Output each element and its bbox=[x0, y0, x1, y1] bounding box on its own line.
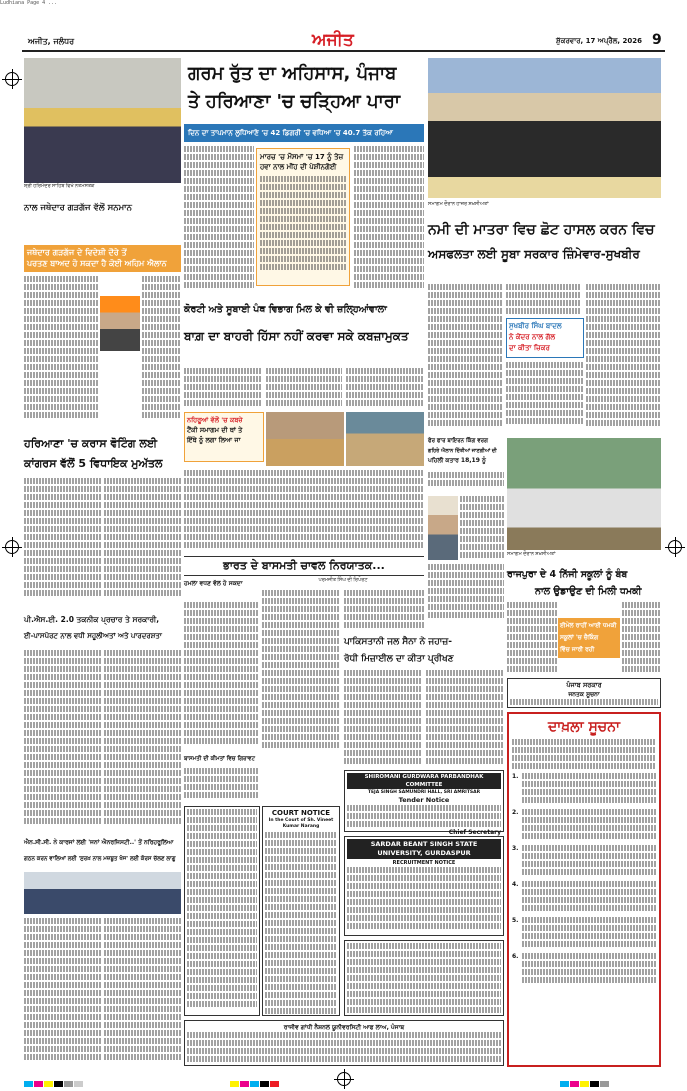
punjab-notice-sub: ਜਨਤਕ ਸੂਚਨਾ bbox=[568, 691, 600, 698]
rajpura-box-1: ਈਮੇਲ ਰਾਹੀਂ ਆਈ ਧਮਕੀ bbox=[560, 622, 617, 629]
left-lower-text-1 bbox=[24, 650, 101, 830]
right-top-headline-2: ਅਸਫਲਤਾ ਲਈ ਸੂਬਾ ਸਰਕਾਰ ਜ਼ਿੰਮੇਵਾਰ-ਸੁਖਬੀਰ bbox=[428, 247, 640, 261]
right-top-text-2a bbox=[506, 284, 580, 314]
registration-mark-left-mid bbox=[5, 540, 19, 554]
university-text bbox=[347, 867, 501, 929]
admission-item-number: 2. bbox=[512, 809, 519, 817]
rajpura-headline-1: ਰਾਜਪੁਰਾ ਦੇ 4 ਨਿੱਜੀ ਸਕੂਲਾਂ ਨੂੰ ਬੰਬ bbox=[507, 569, 628, 580]
left-lower-headline-4: ਗਠਨ ਕਰਨ ਵਾਲਿਆਂ ਲਈ 'ਸੁਰਖ਼ ਨਾਲ ਮਜ਼ਬੂਤ ਖੋਜ' ਲਈ ਕੋਰਸ ਚੱਲਣ ਲਾਗੂ bbox=[24, 856, 176, 862]
basmati-text-3 bbox=[344, 590, 424, 630]
right-top-text-1 bbox=[428, 284, 502, 434]
lead-text-col-3 bbox=[354, 146, 424, 294]
left-column-text-1 bbox=[24, 276, 98, 421]
header-date: ਸ਼ੁੱਕਰਵਾਰ, 17 ਅਪ੍ਰੈਲ, 2026 bbox=[556, 37, 642, 45]
basmati-text-1 bbox=[184, 602, 258, 752]
right-mid-photo-caption: ਸਮਾਗਮ ਦੌਰਾਨ ਸ਼ਖ਼ਸੀਅਤਾਂ bbox=[507, 552, 556, 557]
court-notice-text bbox=[265, 832, 337, 1014]
center-headline-1: ਕੋਰਟੀ ਅਤੇ ਸੂਬਾਈ ਪੰਥ ਵਿਭਾਗ ਮਿਲ ਕੇ ਵੀ ਜ਼ਲ੍ਹਿਆਂਵਾਲਾ bbox=[184, 304, 387, 315]
bottom-ad-text bbox=[187, 1032, 501, 1062]
admission-item-text bbox=[522, 881, 656, 913]
center-inset-1: ਨਹਿਰੂਆਂ ਵੱਲੋਂ 'ਚ ਕਬਜ਼ੇ bbox=[187, 416, 243, 424]
pull-box-line2: ਨੇ ਕੇਂਦਰ ਨਾਲ ਗੱਲ bbox=[509, 333, 556, 341]
page-header bbox=[22, 30, 665, 52]
admission-item-text bbox=[522, 845, 656, 877]
right-top-caption: ਸਮਾਗਮ ਦੌਰਾਨ ਹਾਜ਼ਰ ਸ਼ਖ਼ਸੀਅਤਾਂ bbox=[428, 202, 489, 207]
right-mid-kicker-3: ਪਹਿਲੀ ਕਤਾਰ 18,19 ਨੂੰ bbox=[428, 457, 486, 464]
pakistan-headline-2: ਰੋਧੀ ਮਿਜ਼ਾਈਲ ਦਾ ਕੀਤਾ ਪ੍ਰੀਖਣ bbox=[344, 654, 454, 664]
left-mid-headline-1: ਹਰਿਆਣਾ 'ਚ ਕਰਾਸ ਵੋਟਿੰਗ ਲਈ bbox=[24, 437, 158, 450]
court-notice-title: COURT NOTICE bbox=[271, 809, 331, 817]
left-lower-headline-b bbox=[24, 834, 181, 870]
color-bar-center bbox=[230, 1072, 330, 1080]
sgpc-sub: TEJA SINGH SAMUNDRI HALL, SRI AMRITSAR bbox=[367, 790, 481, 795]
center-inset-3: ਇੱਥੇ ਨੂੰ ਲਗਾ ਲਿਆ ਜਾ bbox=[187, 436, 241, 444]
pakistan-text-2 bbox=[426, 670, 504, 766]
admission-notice bbox=[507, 712, 661, 1067]
right-top-photo bbox=[428, 58, 661, 198]
court-notice bbox=[262, 806, 340, 1016]
punjab-notice bbox=[507, 678, 661, 708]
pull-box-line3: ਦਾ ਕੀਤਾ ਜ਼ਿਕਰ bbox=[509, 344, 550, 352]
admission-item bbox=[512, 809, 656, 841]
rajpura-box-3: ਵਿੱਚ ਜਾਰੀ ਰਹੀ bbox=[560, 646, 595, 653]
color-bar-right bbox=[560, 1072, 660, 1080]
lead-text-col-1 bbox=[184, 146, 254, 294]
left-kicker-box bbox=[24, 245, 181, 272]
right-mid-kicker bbox=[428, 436, 504, 468]
basmati-text-2 bbox=[262, 590, 340, 752]
court-notice-sub: In the Court of Sh. Vineet Kumar Narang bbox=[268, 818, 334, 829]
university-notice: RECRUITMENT NOTICE bbox=[392, 860, 456, 866]
rajpura-box-2: ਸਕੂਲਾਂ 'ਚ ਚੈਕਿੰਗ bbox=[560, 634, 599, 641]
left-mid-text-2 bbox=[104, 478, 181, 598]
pull-box-line1: ਸੁਖਬੀਰ ਸਿੰਘ ਬਾਦਲ bbox=[509, 322, 562, 330]
district-notice bbox=[344, 940, 504, 1016]
sgpc-tender bbox=[344, 770, 504, 836]
left-mid-headline-2: ਕਾਂਗਰਸ ਵੱਲੋਂ 5 ਵਿਧਾਇਕ ਮੁਅੱਤਲ bbox=[24, 457, 163, 470]
admission-item-text bbox=[522, 953, 656, 985]
basmati-headline bbox=[184, 556, 424, 576]
print-slug: Ludhiana Page 4 ... bbox=[0, 0, 58, 6]
admission-item-number: 4. bbox=[512, 880, 519, 888]
admission-item-number: 1. bbox=[512, 773, 519, 781]
rajpura-headline bbox=[507, 566, 661, 600]
lead-sidebox bbox=[256, 148, 350, 286]
court-notice-small-text bbox=[187, 809, 257, 1007]
right-mid-portrait bbox=[428, 496, 458, 560]
registration-mark-left-top bbox=[5, 72, 19, 86]
rajpura-text-1 bbox=[507, 602, 557, 674]
center-photo-1 bbox=[266, 412, 344, 466]
admission-list bbox=[512, 773, 656, 985]
left-mid-headline bbox=[24, 434, 181, 476]
admission-item bbox=[512, 881, 656, 913]
admission-intro bbox=[512, 739, 656, 769]
left-lower-headline bbox=[24, 612, 181, 646]
right-mid-kicker-1: ਫੇਰ ਫਾਰ ਬਾਇਰਨ ਕਿੰਗ ਵਰਗ bbox=[428, 438, 488, 444]
university-title-2: UNIVERSITY, GURDASPUR bbox=[377, 849, 471, 857]
sgpc-sign: Chief Secretary bbox=[448, 828, 501, 836]
rajpura-text-2 bbox=[622, 602, 661, 674]
left-portrait bbox=[100, 296, 140, 351]
left-lower-headline-3: ਐਨ.ਸੀ.ਸੀ. ਨੇ ਕਾਰਜਾਂ ਲਈ 'ਜਨਾਂ ਐਨਰਜਿਸਟੀ..' ਤੋਂ ਨਰਿਹਰੂਲਿਆ bbox=[24, 839, 174, 846]
bottom-ad bbox=[184, 1020, 504, 1066]
center-inset bbox=[184, 412, 264, 462]
bottom-ad-title: ਰਾਜੀਵ ਗਾਂਧੀ ਨੈਸ਼ਨਲ ਯੂਨੀਵਰਸਿਟੀ ਆਫ ਲਾਅ, ਪੰਜਾਬ bbox=[283, 1024, 405, 1031]
university-title: SARDAR BEANT SINGH STATE bbox=[370, 840, 478, 848]
left-mid-text-1 bbox=[24, 478, 101, 598]
sgpc-text bbox=[347, 805, 501, 827]
center-text-3 bbox=[346, 368, 424, 410]
center-text-1 bbox=[184, 368, 262, 410]
rajpura-headline-2: ਨਾਲ ਉਡਾਉਣ ਦੀ ਮਿਲੀ ਧਮਕੀ bbox=[535, 586, 642, 597]
center-text-lower bbox=[184, 470, 424, 550]
admission-item-text bbox=[522, 917, 656, 949]
lead-deck bbox=[184, 124, 424, 142]
left-top-headline: ਨਾਲ ਜਥੇਦਾਰ ਗੜਗੱਜ ਵੱਲੋਂ ਸਨਮਾਨ bbox=[24, 203, 132, 213]
left-lower-headline-2: ਈ-ਪਾਸਪੋਰਟ ਨਾਲ ਵਧੀ ਸਹੂਲੀਅਤਾਂ ਅਤੇ ਪਾਰਦਰਸ਼ਤਾ bbox=[24, 632, 162, 640]
lead-headline-1: ਗਰਮ ਰੁੱਤ ਦਾ ਅਹਿਸਾਸ, ਪੰਜਾਬ bbox=[188, 63, 397, 84]
admission-item-number: 5. bbox=[512, 916, 519, 924]
admission-heading: ਦਾਖ਼ਲਾ ਸੂਚਨਾ bbox=[547, 719, 621, 735]
left-top-caption: ਸ਼੍ਰੀ ਹਰਿਮੰਦਰ ਸਾਹਿਬ ਵਿਖੇ ਨਤਮਸਤਕ bbox=[24, 184, 95, 189]
lead-sidebox-text bbox=[260, 176, 346, 270]
right-top-headline-1: ਨਮੀ ਦੀ ਮਾਤਰਾ ਵਿਚ ਛੋਟ ਹਾਸਲ ਕਰਨ ਵਿਚ bbox=[428, 222, 655, 238]
left-lower-text-2 bbox=[104, 650, 181, 830]
masthead: ਅਜੀਤ bbox=[312, 30, 354, 50]
registration-mark-right-mid bbox=[668, 540, 682, 554]
left-lower-photo bbox=[24, 872, 181, 914]
district-notice-text bbox=[347, 943, 501, 1013]
right-top-text-2b bbox=[506, 362, 584, 432]
left-column-text-2 bbox=[142, 276, 181, 421]
center-headline bbox=[184, 298, 424, 364]
rajpura-box bbox=[558, 618, 620, 658]
right-top-text-3 bbox=[586, 284, 661, 434]
court-notice-small bbox=[184, 806, 260, 1016]
right-mid-text-b bbox=[460, 496, 504, 560]
right-top-pull-box bbox=[506, 318, 584, 358]
admission-item-text bbox=[522, 773, 656, 805]
admission-item-text bbox=[522, 809, 656, 841]
left-top-photo bbox=[24, 58, 181, 183]
basmati-story2: ਬਾਸਮਤੀ ਦੀ ਕੀਮਤਾਂ ਵਿਚ ਗਿਰਾਵਟ bbox=[184, 756, 255, 762]
admission-item-number: 3. bbox=[512, 845, 519, 853]
basmati-story-label: ਹਮਲਾ ਵਧਣ ਵੱਲ ਹੋ ਸਕਦਾ bbox=[184, 580, 243, 587]
left-kicker-line1: ਜਥੇਦਾਰ ਗੜਗੱਜ ਦੇ ਵਿਦੇਸ਼ੀ ਦੌਰੇ ਤੋਂ bbox=[27, 248, 127, 257]
admission-item-number: 6. bbox=[512, 952, 519, 960]
pakistan-text-1 bbox=[344, 670, 422, 766]
color-bar-left bbox=[24, 1072, 144, 1080]
registration-mark-bottom bbox=[337, 1072, 351, 1086]
right-mid-kicker-2: ਗਹਿਰੇ ਐਲਾਨ ਦਿੱਤੀਆਂ ਜਾਣਗੀਆਂ ਦੀ bbox=[428, 448, 497, 454]
sgpc-title: SHIROMANI GURDWARA PARBANDHAK COMMITTEE bbox=[347, 773, 501, 789]
lead-sidebox-title: ਮਾਰਚ 'ਚ ਮੌਸਮਾਂ 'ਚ 17 ਨੂੰ ਤੇਜ਼ ਹਵਾ ਨਾਲ ਮੀਂਹ ਦੀ ਪੇਸ਼ੀਨਗੋਈ bbox=[260, 153, 344, 171]
center-headline-2: ਬਾਗ਼ ਦਾ ਬਾਹਰੀ ਹਿੱਸਾ ਨਹੀਂ ਕਰਵਾ ਸਕੇ ਕਬਜ਼ਾਮੁਕਤ bbox=[184, 329, 409, 343]
header-left: ਅਜੀਤ, ਜਲੰਧਰ bbox=[28, 37, 75, 46]
lead-headline-block bbox=[184, 58, 424, 123]
center-text-2 bbox=[266, 368, 342, 410]
admission-item bbox=[512, 953, 656, 985]
university-banner bbox=[347, 839, 501, 859]
basmati-sub: ਪਰਮਜੀਤ ਸਿੰਘ ਦੀ ਰਿਪੋਰਟ bbox=[318, 578, 368, 583]
admission-item bbox=[512, 773, 656, 805]
basmati-headline-text: ਭਾਰਤ ਦੇ ਬਾਸਮਤੀ ਚਾਵਲ ਨਿਰਯਾਤਕ... bbox=[223, 559, 385, 572]
left-kicker-line2: ਪਰਤਣ ਬਾਅਦ ਹੋ ਸਕਦਾ ਹੈ ਕੋਈ ਅਹਿਮ ਐਲਾਨ bbox=[27, 259, 167, 268]
sgpc-notice: Tender Notice bbox=[398, 796, 450, 804]
pakistan-headline-1: ਪਾਕਿਸਤਾਨੀ ਜਲ ਸੈਨਾ ਨੇ ਜਹਾਜ਼- bbox=[344, 637, 452, 647]
lead-headline-2: ਤੇ ਹਰਿਆਣਾ 'ਚ ਚੜ੍ਹਿਆ ਪਾਰਾ bbox=[188, 91, 401, 112]
basmati-text-4 bbox=[184, 768, 258, 802]
center-photo-2 bbox=[346, 412, 424, 466]
right-mid-photo bbox=[507, 438, 661, 550]
left-lower-headline-1: ਪੀ.ਐਸ.ਈ. 2.0 ਤਕਨੀਕ ਪ੍ਰਚਾਰ ਤੇ ਸਰਕਾਰੀ, bbox=[24, 615, 160, 624]
pakistan-headline bbox=[344, 634, 504, 668]
left-bottom-text-2 bbox=[104, 918, 181, 1066]
university-recruitment bbox=[344, 836, 504, 936]
lead-deck-text: ਦਿਨ ਦਾ ਤਾਪਮਾਨ ਲੁਧਿਆਣੇ 'ਚ 42 ਡਿਗਰੀ 'ਚ ਵਧਿਆ 'ਚ 40.7 ਤੱਕ ਰਹਿਆ bbox=[188, 129, 393, 137]
admission-item bbox=[512, 917, 656, 949]
left-bottom-text-1 bbox=[24, 918, 101, 1066]
right-mid-text-a bbox=[428, 472, 504, 492]
right-top-headline bbox=[428, 218, 661, 280]
punjab-notice-title: ਪੰਜਾਬ ਸਰਕਾਰ bbox=[566, 681, 602, 689]
right-mid-text-c bbox=[428, 564, 504, 624]
admission-item bbox=[512, 845, 656, 877]
page-number: 9 bbox=[652, 32, 662, 48]
center-inset-2: ਟੈਂਕੀ ਸਮਾਗਮ ਦੀ ਥਾਂ ਤੇ bbox=[187, 426, 243, 434]
punjab-notice-text bbox=[510, 699, 658, 705]
